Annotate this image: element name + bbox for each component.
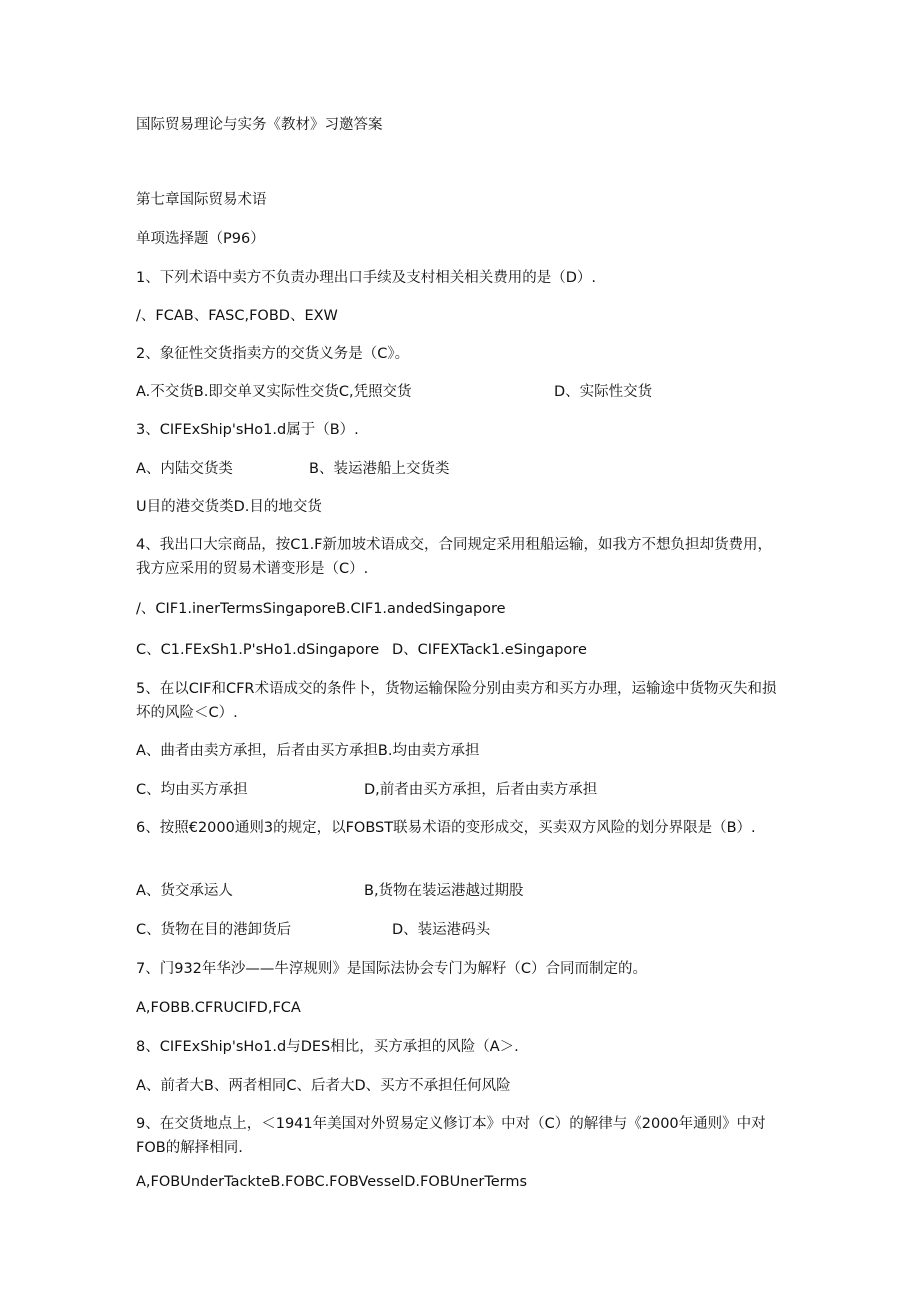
question-9-options: A,FOBUnderTackteB.FOBC.FOBVesselD.FOBUnerTerms — [136, 1174, 528, 1190]
question-5-option-c: C、均由买方承担 — [136, 782, 248, 798]
question-4-option-d: D、CIFEXTack1.eSingapore — [392, 642, 587, 658]
question-5-options-cd — [136, 781, 786, 799]
question-7-options: A,FOBB.CFRUCIFD,FCA — [136, 1000, 301, 1016]
question-3-option-a: A、内陆交货类 — [136, 461, 233, 477]
question-3-options-cd: U目的港交货类D.目的地交货 — [136, 499, 322, 515]
question-6-option-a: A、货交承运人 — [136, 883, 233, 899]
question-8-options: A、前者大B、两者相同C、后者大D、买方不承担任何风险 — [136, 1078, 511, 1094]
question-8-stem: 8、CIFExShip'sHo1.d与DES相比，买方承担的风险（A＞. — [136, 1039, 519, 1055]
question-4-options-ab: ∕、CIF1.inerTermsSingaporeB.CIF1.andedSingapore — [136, 601, 506, 617]
question-4-option-c: C、C1.FExSh1.P'sHo1.dSingapore — [136, 642, 380, 658]
question-5-stem: 5、在以CIF和CFR术语成交的条件卜，货物运输保险分别由卖方和买方办理，运输途中货物灭失和损坏的风险＜C）. — [136, 681, 777, 721]
question-9-stem: 9、在交货地点上，＜1941年美国对外贸易定义修订本》中对（C）的解律与《2000年通则》中对FOB的解择相同. — [136, 1116, 766, 1156]
document-title: 国际贸易理论与实务《教材》习邀答案 — [136, 117, 383, 133]
question-6-options-ab — [136, 882, 786, 900]
question-3-options-ab — [136, 460, 786, 478]
question-3-option-b: B、装运港船上交货类 — [309, 461, 450, 477]
question-6-options-cd — [136, 921, 786, 939]
section-heading: 单项选择题（P96） — [136, 231, 265, 247]
question-6-stem: 6、按照€2000通则3的规定，以FOBST联易术语的变形成交，买卖双方风险的划分界限是（B）. — [136, 820, 756, 836]
question-3-stem: 3、CIFExShip'sHo1.d属于（B）. — [136, 422, 359, 438]
question-7-stem: 7、门932年华沙——牛淳规则》是国际法协会专门为解籽（C）合同而制定的。 — [136, 961, 648, 977]
question-6-option-c: C、货物在目的港卸货后 — [136, 922, 292, 938]
chapter-heading: 第七章国际贸易术语 — [136, 192, 267, 208]
question-2-options-abc: A.不交货B.即交单叉实际性交货C,凭照交货 — [136, 384, 412, 400]
question-4-stem: 4、我出口大宗商品，按C1.F新加坡术语成交，合同规定采用租船运输，如我方不想负担却货费用，我方应采用的贸易术谱变形是（C）. — [136, 537, 773, 577]
question-6-option-d: D、装运港码头 — [392, 922, 491, 938]
question-1-stem: 1、下列术语中卖方不负责办理出口手续及支村相关相关费用的是（D）. — [136, 270, 596, 286]
question-1-options: ∕、FCAB、FASC,FOBD、EXW — [136, 308, 338, 324]
question-5-options-ab: A、曲者由卖方承担，后者由买方承担B.均由卖方承担 — [136, 743, 480, 759]
question-6-option-b: B,货物在装运港越过期股 — [364, 883, 524, 899]
question-2-option-d: D、实际性交货 — [554, 384, 653, 400]
question-4-options-cd — [136, 641, 786, 659]
question-2-options — [136, 383, 786, 401]
question-2-stem: 2、象征性交货指卖方的交货义务是（C》。 — [136, 346, 410, 362]
question-5-option-d: D,前者由买方承担，后者由卖方承担 — [364, 782, 598, 798]
